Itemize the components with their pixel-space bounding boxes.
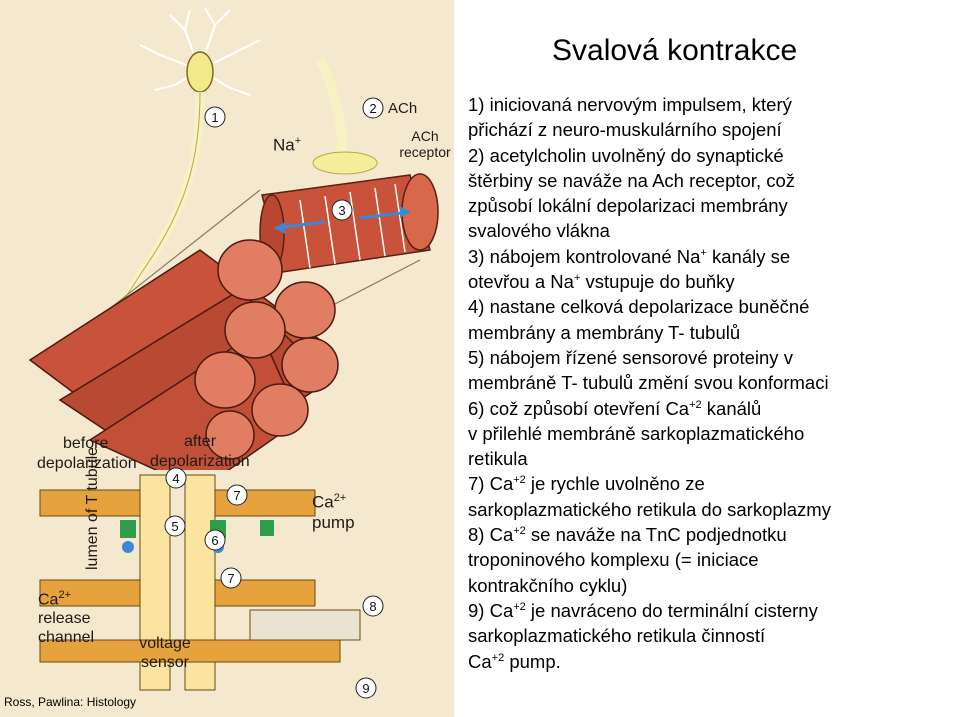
step-line: 2) acetylcholin uvolněný do synaptické (468, 144, 784, 166)
steps-list (468, 92, 948, 674)
before-depolarization-label: before depolarization (37, 435, 137, 472)
ca-pump-label: $Ca^{2+}$ pump (312, 492, 355, 532)
step-3-number: 3 (338, 203, 346, 218)
ach-label: ACh (388, 100, 418, 117)
step-8-number: 8 (369, 599, 377, 614)
step-line: $Ca^{+2}$ pump. (468, 650, 561, 672)
step-line: 7) $Ca^{+2}$ je rychle uvolněno ze (468, 473, 705, 495)
step-line: 3) nábojem kontrolované Na+ kanály se (468, 245, 791, 267)
neuron-cell-body (187, 52, 213, 92)
step-5-number: 5 (171, 519, 179, 534)
step-line: otevřou a Na+ vstupuje do buňky (468, 271, 735, 293)
step-1-number: 1 (211, 110, 219, 125)
na-label: Na+ (273, 135, 302, 155)
nerve-terminal (313, 152, 377, 174)
step-7b-number: 7 (227, 571, 235, 586)
step-line: 4) nastane celková depolarizace buněčné (468, 296, 810, 318)
step-line: membráně T- tubulů změní svou konformaci (468, 372, 829, 394)
muscle-fiber-closeup (260, 174, 438, 272)
step-line: membrány a membrány T- tubulů (468, 321, 741, 343)
release-channel-label: $Ca^{2+}$ release channel (38, 589, 95, 647)
step-line: retikula (468, 448, 528, 470)
step-6-number: 6 (211, 533, 219, 548)
step-line: v přilehlé membráně sarkoplazmatického (468, 422, 805, 444)
step-9-number: 9 (362, 681, 370, 696)
step-line: přichází z neuro-muskulárního spojení (468, 119, 782, 141)
ach-receptor-label: ACh receptor (399, 128, 451, 160)
step-line: kontrakčního cyklu) (468, 574, 628, 596)
text-panel (454, 0, 960, 717)
step-2-number: 2 (369, 101, 377, 116)
lumen-label: lumen of T tubule (84, 446, 101, 570)
step-line: troponinového komplexu (= iniciace (468, 549, 759, 571)
step-line: 9) $Ca^{+2}$ je navráceno do terminální cisterny (468, 599, 818, 621)
step-line: svalového vlákna (468, 220, 610, 242)
page-title: Svalová kontrakce (552, 34, 798, 67)
after-depolarization-label: after depolarization (150, 433, 250, 470)
step-line: 1) iniciovaná nervovým impulsem, který (468, 94, 792, 115)
step-line: 6) což způsobí otevření $Ca^{+2}$ kanálů (468, 397, 762, 419)
step-4-number: 4 (172, 471, 180, 486)
step-line: sarkoplazmatického retikula do sarkoplazmy (468, 498, 831, 520)
figure-credit: Ross, Pawlina: Histology (4, 695, 137, 709)
step-7-number: 7 (233, 488, 241, 503)
step-line: způsobí lokální depolarizaci membrány (468, 195, 788, 217)
step-line: štěrbiny se naváže na Ach receptor, což (468, 169, 796, 191)
step-line: 5) nábojem řízené sensorové proteiny v (468, 346, 793, 368)
voltage-sensor-label: voltage sensor (139, 635, 191, 671)
step-line: 8) $Ca^{+2}$ se naváže na TnC podjednotku (468, 524, 787, 546)
histology-figure (0, 0, 454, 717)
step-line: sarkoplazmatického retikula činností (468, 625, 766, 647)
